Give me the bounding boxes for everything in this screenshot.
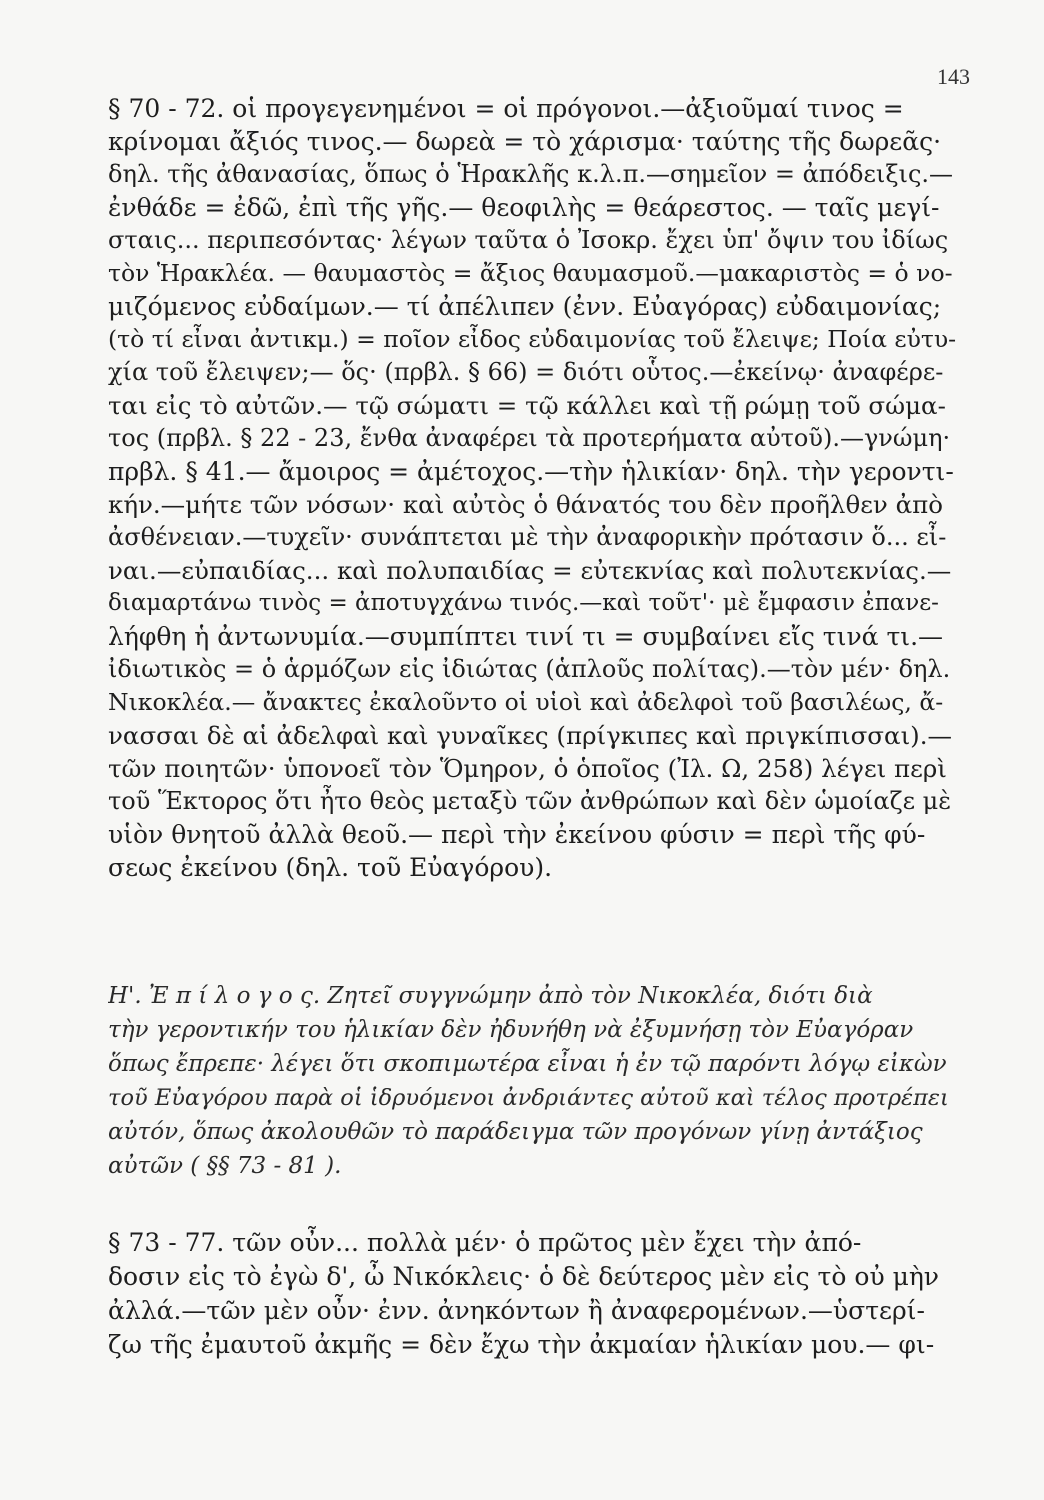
- text-line: σεως ἐκείνου (δηλ. τοῦ Εὐαγόρου).: [108, 853, 553, 882]
- text-line: χία τοῦ ἔλειψεν;— ὅς· (πρβλ. § 66) = διότι οὗτος.—ἐκείνῳ· ἀναφέρε-: [108, 358, 944, 386]
- text-line: ναι.—εὐπαιδίας... καὶ πολυπαιδίας = εὐτεκνίας καὶ πολυτεκνίας.—: [108, 556, 952, 585]
- text-line: ἰδιωτικὸς = ὁ ἁρμόζων εἰς ἰδιώτας (ἁπλοῦς πολίτας).—τὸν μέν· δηλ.: [108, 655, 951, 683]
- text-line: ὅπως ἔπρεπε· λέγει ὅτι σκοπιμωτέρα εἶναι ἡ ἐν τῷ παρόντι λόγῳ εἰκὼν: [108, 1051, 947, 1077]
- text-line: σταις... περιπεσόντας· λέγων ταῦτα ὁ Ἰσοκρ. ἔχει ὑπ' ὄψιν του ἰδίως: [108, 226, 949, 254]
- text-line: Νικοκλέα.— ἄνακτες ἐκαλοῦντο οἱ υἱοὶ καὶ ἀδελφοὶ τοῦ βασιλέως, ἄ-: [108, 688, 944, 716]
- text-line: (τὸ τί εἶναι ἀντικμ.) = ποῖον εἶδος εὐδαιμονίας τοῦ ἔλειψε; Ποία εὐτυ-: [108, 325, 956, 353]
- text-line: αὐτόν, ὅπως ἀκολουθῶν τὸ παράδειγμα τῶν προγόνων γίνῃ ἀντάξιος: [108, 1119, 923, 1145]
- text-line: τὴν γεροντικήν του ἡλικίαν δὲν ἠδυνήθη νὰ ἐξυμνήσῃ τὸν Εὐαγόραν: [108, 1017, 914, 1043]
- text-line: § 73 - 77. τῶν οὖν... πολλὰ μέν· ὁ πρῶτος μὲν ἔχει τὴν ἀπό-: [108, 1228, 862, 1257]
- commentary-section-73-77: [108, 1226, 956, 1362]
- epilogue-intro: [108, 980, 956, 1184]
- text-line: τοῦ Ἕκτορος ὅτι ἦτο θεὸς μεταξὺ τῶν ἀνθρώπων καὶ δὲν ὡμοίαζε μὲ: [108, 787, 952, 815]
- text-line: λήφθη ἡ ἀντωνυμία.—συμπίπτει τινί τι = συμβαίνει εἴς τινά τι.—: [108, 622, 944, 651]
- text-line: δηλ. τῆς ἀθανασίας, ὅπως ὁ Ἡρακλῆς κ.λ.π.—σημεῖον = ἀπόδειξις.—: [108, 160, 954, 188]
- text-line: νασσαι δὲ αἱ ἀδελφαὶ καὶ γυναῖκες (πρίγκιπες καὶ πριγκίπισσαι).—: [108, 721, 953, 750]
- text-line: μιζόμενος εὐδαίμων.— τί ἀπέλιπεν (ἐνν. Εὐαγόρας) εὐδαιμονίας;: [108, 292, 942, 321]
- text-line: ται εἰς τὸ αὐτῶν.— τῷ σώματι = τῷ κάλλει καὶ τῇ ρώμῃ τοῦ σώμα-: [108, 391, 946, 420]
- text-line: διαμαρτάνω τινὸς = ἀποτυγχάνω τινός.—καὶ τοῦτ'· μὲ ἔμφασιν ἐπανε-: [108, 590, 939, 616]
- text-line: Η'. Ἐ π ί λ ο γ ο ς. Ζητεῖ συγγνώμην ἀπὸ τὸν Νικοκλέα, διότι διὰ: [108, 983, 873, 1009]
- text-line: ἀλλά.—τῶν μὲν οὖν· ἐνν. ἀνηκόντων ἢ ἀναφερομένων.—ὑστερί-: [108, 1296, 925, 1325]
- text-line: πρβλ. § 41.— ἄμοιρος = ἀμέτοχος.—τὴν ἡλικίαν· δηλ. τὴν γεροντι-: [108, 457, 954, 486]
- commentary-section-70-72: [108, 92, 956, 884]
- text-line: κήν.—μήτε τῶν νόσων· καὶ αὐτὸς ὁ θάνατός του δὲν προῆλθεν ἀπὸ: [108, 490, 943, 519]
- text-line: κρίνομαι ἄξιός τινος.— δωρεὰ = τὸ χάρισμα· ταύτης τῆς δωρεᾶς·: [108, 127, 942, 156]
- page-number: 143: [937, 64, 970, 89]
- text-line: τῶν ποιητῶν· ὑπονοεῖ τὸν Ὅμηρον, ὁ ὁποῖος (Ἰλ. Ω, 258) λέγει περὶ: [108, 754, 947, 783]
- text-line: § 70 - 72. οἱ προγεγενημένοι = οἱ πρόγονοι.—ἀξιοῦμαί τινος =: [108, 94, 904, 123]
- text-line: αὐτῶν ( §§ 73 - 81 ).: [108, 1153, 342, 1179]
- text-line: ἀσθένειαν.—τυχεῖν· συνάπτεται μὲ τὴν ἀναφορικὴν πρότασιν ὅ... εἶ-: [108, 523, 947, 551]
- text-line: τὸν Ἡρακλέα. — θαυμαστὸς = ἄξιος θαυμασμοῦ.—μακαριστὸς = ὁ νο-: [108, 259, 953, 287]
- text-line: δοσιν εἰς τὸ ἐγὼ δ', ὦ Νικόκλεις· ὁ δὲ δεύτερος μὲν εἰς τὸ οὐ μὴν: [108, 1262, 940, 1291]
- text-line: ἐνθάδε = ἐδῶ, ἐπὶ τῆς γῆς.— θεοφιλὴς = θεάρεστος. — ταῖς μεγί-: [108, 193, 940, 222]
- text-line: τοῦ Εὐαγόρου παρὰ οἱ ἱδρυόμενοι ἀνδριάντες αὐτοῦ καὶ τέλος προτρέπει: [108, 1085, 949, 1111]
- text-line: τος (πρβλ. § 22 - 23, ἔνθα ἀναφέρει τὰ προτερήματα αὐτοῦ).—γνώμη·: [108, 424, 951, 452]
- text-line: ζω τῆς ἐμαυτοῦ ἀκμῆς = δὲν ἔχω τὴν ἀκμαίαν ἡλικίαν μου.— φι-: [108, 1330, 935, 1359]
- text-line: υἱὸν θνητοῦ ἀλλὰ θεοῦ.— περὶ τὴν ἐκείνου φύσιν = περὶ τῆς φύ-: [108, 820, 926, 849]
